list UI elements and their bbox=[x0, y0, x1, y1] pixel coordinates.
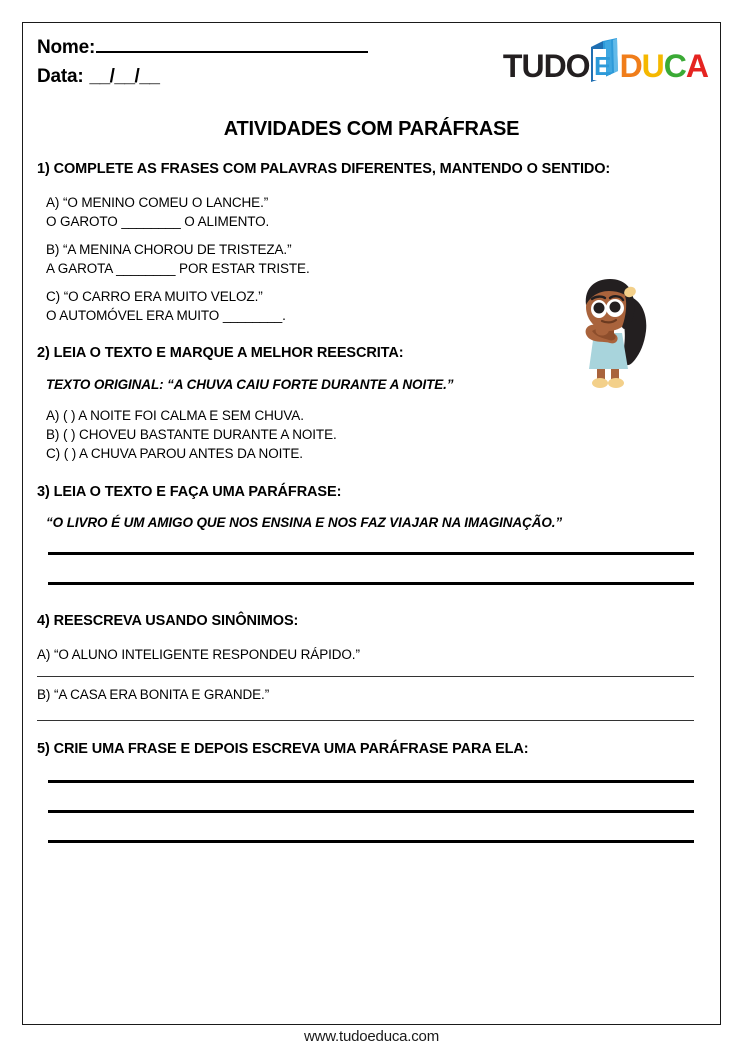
section-1-heading: 1) COMPLETE AS FRASES COM PALAVRAS DIFERENTES, MANTENDO O SENTIDO: bbox=[37, 161, 611, 177]
section-4-item-b: B) “A CASA ERA BONITA E GRANDE.” bbox=[37, 686, 270, 702]
section-5 bbox=[37, 740, 706, 844]
section-5-answer-line-3[interactable] bbox=[48, 840, 694, 843]
name-label: Nome: bbox=[37, 37, 96, 58]
section-3-quote: “O LIVRO É UM AMIGO QUE NOS ENSINA E NOS FAZ VIAJAR NA IMAGINAÇÃO.” bbox=[46, 515, 563, 531]
logo-letter-c: C bbox=[663, 48, 686, 84]
section-2-original-text: TEXTO ORIGINAL: “A CHUVA CAIU FORTE DURANTE A NOITE.” bbox=[46, 377, 454, 393]
date-label: Data: bbox=[37, 66, 84, 87]
logo-text-tudo: TUDO bbox=[502, 48, 590, 84]
section-1-item-a-answer[interactable]: O GAROTO ________ O ALIMENTO. bbox=[46, 213, 270, 229]
logo-letter-u: U bbox=[641, 48, 664, 84]
thinking-girl-illustration bbox=[566, 273, 652, 391]
svg-text:E: E bbox=[593, 51, 610, 81]
tudoeduca-logo bbox=[503, 34, 708, 82]
logo-letter-d: D bbox=[619, 48, 642, 84]
date-input-blank[interactable]: __/__/__ bbox=[89, 66, 160, 87]
section-1-item-a-prompt: A) “O MENINO COMEU O LANCHE.” bbox=[46, 194, 269, 210]
section-4 bbox=[37, 612, 706, 721]
name-input-blank[interactable] bbox=[96, 38, 368, 53]
section-3 bbox=[37, 483, 706, 586]
section-2-heading: 2) LEIA O TEXTO E MARQUE A MELHOR REESCRITA: bbox=[37, 345, 404, 362]
section-2-options bbox=[37, 406, 706, 463]
section-1-item-b-prompt: B) “A MENINA CHOROU DE TRISTEZA.” bbox=[46, 241, 292, 257]
section-2-option-a[interactable]: A) ( ) A NOITE FOI CALMA E SEM CHUVA. bbox=[46, 408, 304, 424]
section-3-heading: 3) LEIA O TEXTO E FAÇA UMA PARÁFRASE: bbox=[37, 483, 342, 500]
section-4-item-a: A) “O ALUNO INTELIGENTE RESPONDEU RÁPIDO.” bbox=[37, 646, 360, 662]
section-1-item-a bbox=[37, 193, 706, 231]
section-2-option-b[interactable]: B) ( ) CHOVEU BASTANTE DURANTE A NOITE. bbox=[46, 427, 337, 443]
section-2-option-c[interactable]: C) ( ) A CHUVA PAROU ANTES DA NOITE. bbox=[46, 446, 303, 462]
section-1-item-c-answer[interactable]: O AUTOMÓVEL ERA MUITO ________. bbox=[46, 308, 286, 324]
worksheet-header bbox=[37, 32, 706, 100]
section-5-heading: 5) CRIE UMA FRASE E DEPOIS ESCREVA UMA PARÁFRASE PARA ELA: bbox=[37, 740, 529, 757]
logo-letter-a: A bbox=[685, 48, 708, 84]
section-4-heading: 4) REESCREVA USANDO SINÔNIMOS: bbox=[37, 613, 299, 630]
section-1-item-b-answer[interactable]: A GAROTA ________ POR ESTAR TRISTE. bbox=[46, 261, 310, 277]
footer-website: www.tudoeduca.com bbox=[303, 1028, 439, 1045]
worksheet-page bbox=[22, 22, 721, 1025]
page-title: ATIVIDADES COM PARÁFRASE bbox=[223, 118, 520, 140]
open-book-icon bbox=[587, 38, 621, 82]
worksheet-content bbox=[23, 23, 720, 1024]
section-1-item-c-prompt: C) “O CARRO ERA MUITO VELOZ.” bbox=[46, 289, 263, 305]
